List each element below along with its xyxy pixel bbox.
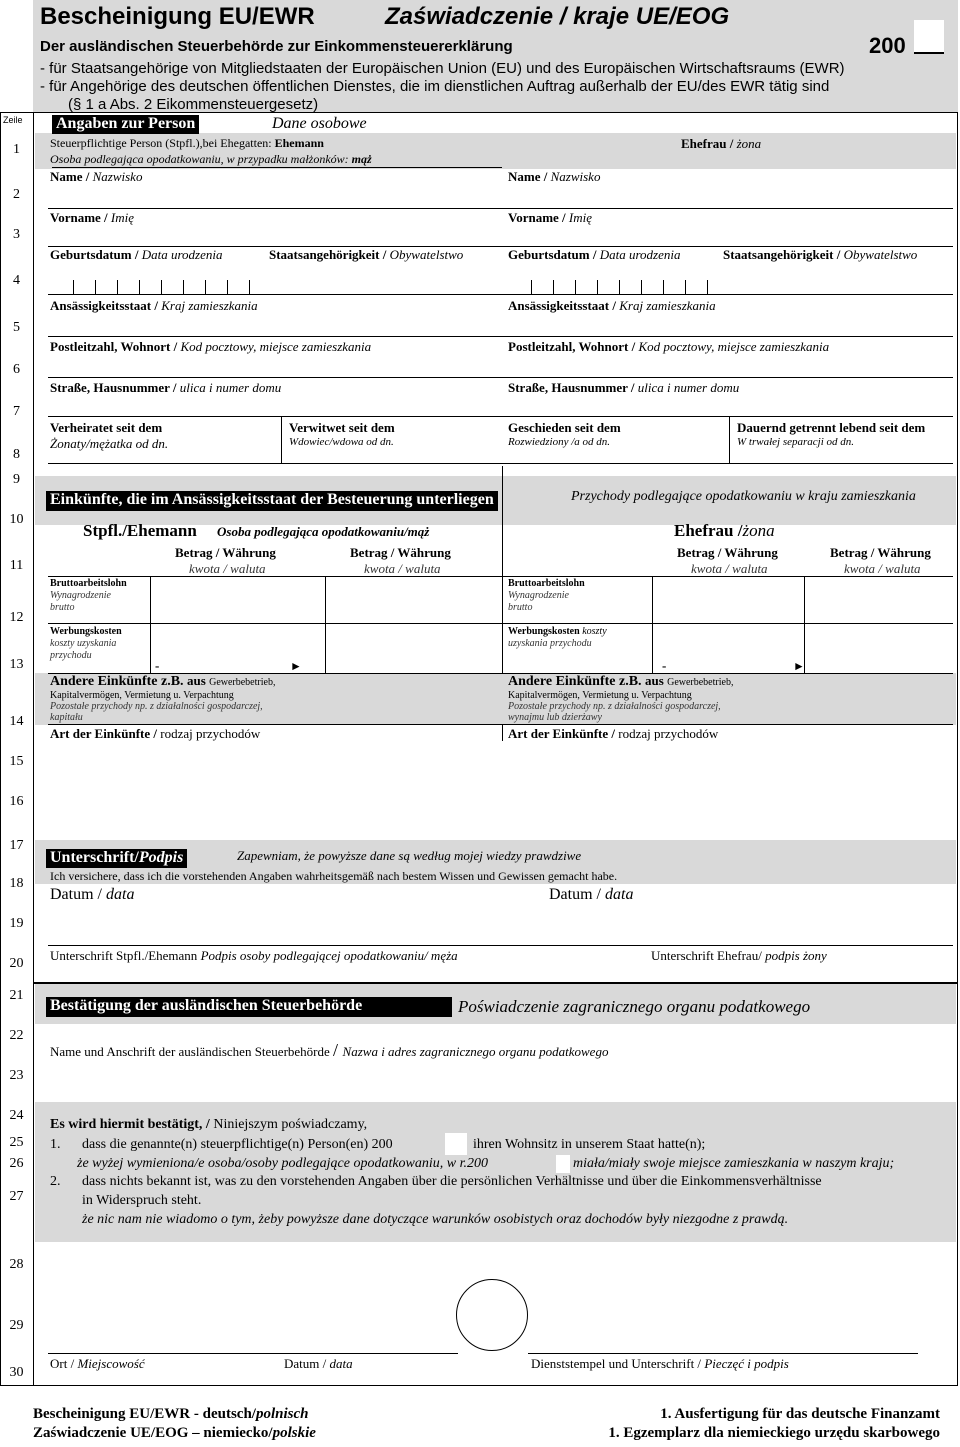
ans-pl: Kraj zamieszkania (619, 298, 716, 313)
income-stpfl-pl: Osoba podlegająca opodatkowaniu/mąż (217, 524, 430, 539)
income-section-title-pl: Przychody podlegające opodatkowaniu w kraju zamieszkania (571, 489, 916, 504)
ansaessigkeitsstaat-input-stpfl[interactable] (48, 314, 498, 334)
line-number: 9 (13, 472, 20, 487)
kwota-header: kwota / waluta (691, 561, 768, 576)
behoerde-label (50, 1040, 608, 1061)
confirm-p1-pl-b: miała/miały swoje miejsce zamieszkania w naszym kraju; (573, 1156, 895, 1171)
line-number: 27 (9, 1189, 24, 1204)
werbungskosten-waehrung-ehefrau[interactable] (808, 627, 951, 657)
datum-pl: data (106, 886, 135, 903)
confirm-intro (50, 1117, 367, 1133)
date-tick (205, 280, 206, 294)
arrow-right-icon: ► (290, 659, 302, 673)
confirm-intro-pl: Niniejszym poświadczamy, (213, 1117, 368, 1132)
werbungskosten-label-right (508, 626, 607, 637)
ans-label-right (508, 298, 716, 314)
line-number: 11 (9, 558, 24, 573)
brutto-betrag-stpfl[interactable] (154, 580, 322, 620)
row-divider (48, 336, 953, 337)
betrag-header: Betrag / Währung (677, 545, 778, 560)
brutto-label-pl1: Wynagrodzenie (50, 590, 111, 601)
line-number: 25 (9, 1135, 24, 1150)
betrag-header: Betrag / Währung (830, 545, 931, 560)
unter-ehefrau-pl: podpis żony (765, 948, 827, 963)
brutto-label-pl2: brutto (508, 602, 533, 613)
vorname-input-stpfl[interactable] (48, 226, 498, 244)
geb-pl: Data urodzenia (141, 247, 223, 262)
name-label-right (508, 169, 600, 185)
strasse-input-stpfl[interactable] (48, 396, 498, 414)
datum-de: Datum / (549, 886, 605, 903)
income-ehefrau (674, 521, 775, 541)
footer-left-1 (33, 1406, 308, 1423)
signature-stpfl-field[interactable] (48, 906, 498, 944)
name-pl: Nazwisko (92, 169, 143, 184)
str-label-right (508, 380, 739, 396)
andere-line2-right: Kapitalvermögen, Vermietung u. Verpachtung (508, 690, 692, 701)
line-number: 5 (13, 320, 20, 335)
zeile-label: Zeile (3, 115, 23, 125)
line-number: 16 (9, 794, 24, 809)
vorname-input-ehefrau[interactable] (506, 226, 951, 244)
confirm-p1-de-b: ihren Wohnsitz in unserem Staat hatte(n); (473, 1137, 706, 1152)
date-tick (663, 280, 664, 294)
confirm-p2-num: 2. (50, 1174, 61, 1189)
ansaessigkeitsstaat-input-ehefrau[interactable] (506, 314, 951, 334)
date-tick (575, 280, 576, 294)
name-input-stpfl[interactable] (48, 184, 498, 206)
ort-pl: Miejscowość (77, 1356, 145, 1371)
unter-stpfl-pl: Podpis osoby podlegającej opodatkowaniu/ męża (200, 948, 458, 963)
verheiratet-label: Verheiratet seit dem (50, 420, 163, 435)
confirm-p2-de-a: dass nichts bekannt ist, was zu den vorstehenden Angaben über die persönlichen Verhältnisse und über die Einkommensverhältnisse (82, 1174, 822, 1189)
datum-label-right (549, 886, 633, 904)
verwitwet-label-pl: Wdowiec/wdowa od dn. (289, 436, 394, 448)
line-number: 23 (9, 1068, 24, 1083)
werbungskosten-label-pl1: koszty uzyskania (50, 638, 117, 649)
geb-de: Geburtsdatum / (50, 247, 142, 262)
confirm-p1-num: 1. (50, 1137, 61, 1152)
line-number: 28 (9, 1257, 24, 1272)
date-tick (707, 280, 708, 294)
werbungskosten-betrag-stpfl[interactable] (154, 627, 322, 657)
str-pl: ulica i numer domu (179, 380, 282, 395)
plz-label-right (508, 339, 829, 355)
art-label-left (50, 726, 260, 742)
behoerde-input[interactable] (48, 1062, 951, 1102)
staat-pl: Obywatelstwo (389, 247, 464, 262)
vorname-de: Vorname / (50, 210, 111, 225)
date-tick (117, 280, 118, 294)
andere-aus: aus (645, 673, 668, 688)
row-divider (48, 463, 953, 464)
footer-right-2: 1. Egzemplarz dla niemieckiego urzędu skarbowego (608, 1425, 940, 1441)
andere-de: Andere Einkünfte z.B. (508, 674, 646, 689)
brutto-betrag-ehefrau[interactable] (656, 580, 801, 620)
stempel-line (528, 1353, 918, 1354)
art-einkuenfte-input-ehefrau[interactable] (506, 743, 951, 813)
subtitle: Der ausländischen Steuerbehörde zur Einkommensteuererklärung (40, 38, 513, 55)
stempel-label (531, 1356, 789, 1372)
andere-pl2-left: kapitału (50, 712, 83, 723)
stempel-de: Dienststempel und Unterschrift / (531, 1356, 705, 1371)
minus-sign: - (155, 658, 160, 673)
line-number: 18 (9, 876, 24, 891)
col-divider (150, 576, 151, 673)
art-de: Art der Einkünfte / (508, 726, 619, 741)
line-number: 21 (9, 988, 24, 1003)
brutto-waehrung-stpfl[interactable] (329, 580, 499, 620)
signature-title-pl: Podpis (138, 849, 184, 866)
staat-label-left (269, 247, 463, 263)
confirm-year-input[interactable] (445, 1133, 467, 1155)
row-divider (48, 416, 953, 417)
andere-aus: aus (187, 673, 210, 688)
line-number: 30 (9, 1365, 24, 1380)
vorname-pl: Imię (568, 210, 593, 225)
getrennt-label-pl: W trwałej separacji od dn. (737, 436, 855, 448)
plz-label-left (50, 339, 371, 355)
date-tick (139, 280, 140, 294)
unter-ehefrau-de: Unterschrift Ehefrau/ (651, 948, 766, 963)
betrag-header: Betrag / Währung (175, 545, 276, 560)
date-tick (73, 280, 74, 294)
vorname-label-right (508, 210, 592, 226)
line-number: 22 (9, 1028, 24, 1043)
datum-label-left (50, 886, 134, 904)
name-de: Name / (50, 169, 93, 184)
bullet-public-service: - für Angehörige des deutschen öffentlichen Dienstes, die im dienstlichen Auftrag außerhalb der EU/des EWR tätig sind (40, 78, 830, 95)
unterschrift-stpfl-label (50, 948, 458, 964)
line-number: 19 (9, 916, 24, 931)
stpfl-underline (52, 167, 502, 168)
year-prefix: 200 (869, 33, 906, 58)
vorname-label-left (50, 210, 134, 226)
col-divider (652, 576, 653, 673)
minus-sign: - (662, 658, 667, 673)
ehefrau-text: Ehefrau / (681, 136, 737, 151)
staatsangehoerigkeit-input-stpfl[interactable] (266, 264, 498, 294)
date-tick (95, 280, 96, 294)
stpfl-text: Steuerpflichtige Person (Stpfl.),bei Ehegatten: (50, 136, 275, 150)
wohnort-input-ehefrau[interactable] (506, 355, 951, 375)
werbungskosten-waehrung-stpfl[interactable] (329, 627, 499, 657)
stamp-circle (456, 1279, 528, 1351)
art-pl: rodzaj przychodów (618, 726, 719, 741)
art-einkuenfte-input-stpfl[interactable] (48, 743, 498, 813)
line-number: 6 (13, 362, 20, 377)
kwota-header: kwota / waluta (189, 561, 266, 576)
plz-de: Postleitzahl, Wohnort / (50, 339, 181, 354)
brutto-label-pl2: brutto (50, 602, 75, 613)
name-pl: Nazwisko (550, 169, 601, 184)
kwota-header: kwota / waluta (844, 561, 921, 576)
geb-label-left (50, 247, 223, 263)
line-number: 20 (9, 956, 24, 971)
confirm-year-input-pl[interactable] (556, 1155, 570, 1173)
date-tick (227, 280, 228, 294)
line-number: 12 (9, 610, 24, 625)
row-divider (48, 623, 953, 624)
ans-label-left (50, 298, 258, 314)
werb-right-pl1: koszty (582, 626, 607, 637)
geschieden-label: Geschieden seit dem (508, 420, 621, 435)
name-label-left (50, 169, 142, 185)
person-section-title-pl: Dane osobowe (272, 115, 367, 132)
kwota-header: kwota / waluta (364, 561, 441, 576)
stpfl-label (50, 136, 324, 151)
line-number: 7 (13, 404, 20, 419)
unterschrift-ehefrau-label (651, 948, 827, 964)
date-tick (249, 280, 250, 294)
staat-label-right (723, 247, 917, 263)
line-number: 13 (9, 657, 24, 672)
brutto-label: Bruttoarbeitslohn (50, 578, 127, 589)
strasse-input-ehefrau[interactable] (506, 396, 951, 414)
line-number: 10 (9, 512, 24, 527)
ans-pl: Kraj zamieszkania (161, 298, 258, 313)
row-divider (48, 208, 953, 209)
ans-de: Ansässigkeitsstaat / (508, 298, 620, 313)
art-label-right (508, 726, 718, 742)
plz-pl: Kod pocztowy, miejsce zamieszkania (180, 339, 372, 354)
plz-de: Postleitzahl, Wohnort / (508, 339, 639, 354)
date-tick (641, 280, 642, 294)
income-ehefrau-pl: żona (742, 521, 775, 540)
signature-pl-text: Zapewniam, że powyższe dane są według mojej wiedzy prawdziwe (237, 848, 582, 863)
andere-pl1-left: Pozostałe przychody np. z działalności gospodarczej, (50, 701, 263, 712)
brutto-label-pl1: Wynagrodzenie (508, 590, 569, 601)
andere-line2-left: Kapitalvermögen, Vermietung u. Verpachtung (50, 690, 234, 701)
staat-pl: Obywatelstwo (843, 247, 918, 262)
andere-small: Gewerbebetrieb, (667, 677, 734, 688)
line-number: 8 (13, 447, 20, 462)
date-tick (553, 280, 554, 294)
confirm-intro-de: Es wird hiermit bestätigt, / (50, 1117, 214, 1132)
col-divider (325, 576, 326, 673)
brutto-label: Bruttoarbeitslohn (508, 578, 585, 589)
bullet-eu: - für Staatsangehörige von Mitgliedstaaten der Europäischen Union (EU) und des Europäischen Wirtschaftsraums (EWR) (40, 60, 845, 77)
andere-pl1-right: Pozostałe przychody np. z działalności gospodarczej, (508, 701, 721, 712)
confirm-title: Bestätigung der ausländischen Steuerbehörde (46, 997, 452, 1017)
str-de: Straße, Hausnummer / (50, 380, 180, 395)
geb-label-right (508, 247, 681, 263)
signature-ehefrau-field[interactable] (548, 906, 951, 944)
line-number: 15 (9, 754, 24, 769)
confirm-p1-pl-a: że wyżej wymieniona/e osoba/osoby podlegające opodatkowaniu, w r.200 (77, 1156, 489, 1171)
werbungskosten-label-pl2: przychodu (50, 650, 92, 661)
footer-left-2-pl-i: polskie (272, 1425, 316, 1441)
line-number: 26 (9, 1156, 24, 1171)
verheiratet-label-pl: Żonaty/mężatka od dn. (50, 436, 169, 451)
line-number: 29 (9, 1318, 24, 1333)
andere-label-left (50, 673, 275, 690)
brutto-waehrung-ehefrau[interactable] (808, 580, 951, 620)
year-input[interactable] (914, 20, 944, 54)
date-tick (161, 280, 162, 294)
signature-title-de: Unterschrift/ (50, 849, 139, 866)
geb-pl: Data urodzenia (599, 247, 681, 262)
confirm-p1-de-a: dass die genannte(n) steuerpflichtige(n) Person(en) 200 (82, 1137, 393, 1152)
geburtsdatum-input-ehefrau[interactable] (506, 264, 718, 294)
vorname-de: Vorname / (508, 210, 569, 225)
line-number: 2 (13, 187, 20, 202)
geb-de: Geburtsdatum / (508, 247, 600, 262)
andere-label-right (508, 673, 733, 690)
signature-de-text: Ich versichere, dass ich die vorstehenden Angaben wahrheitsgemäß nach bestem Wissen und Gewissen gemacht habe. (50, 869, 618, 883)
stpfl-label-pl (50, 152, 372, 167)
footer-left-1-pl: polnisch (255, 1406, 309, 1422)
staatsangehoerigkeit-input-ehefrau[interactable] (721, 264, 951, 294)
plz-pl: Kod pocztowy, miejsce zamieszkania (638, 339, 830, 354)
werbungskosten-betrag-ehefrau[interactable] (656, 627, 801, 657)
geschieden-label-pl: Rozwiedziony /a od dn. (508, 436, 611, 448)
werbungskosten-label-right-pl: uzyskania przychodu (508, 638, 592, 649)
ort-de: Ort / (50, 1356, 78, 1371)
income-section-title: Einkünfte, die im Ansässigkeitsstaat der Besteuerung unterliegen (46, 491, 498, 511)
datum-confirm-de: Datum / (284, 1356, 330, 1371)
getrennt-label: Dauernd getrennt lebend seit dem (737, 420, 926, 435)
datum-de: Datum / (50, 886, 106, 903)
income-stpfl: Stpfl./Ehemann (83, 521, 197, 540)
signature-title (46, 849, 187, 868)
behoerde-sep: / (333, 1040, 343, 1060)
str-pl: ulica i numer domu (637, 380, 740, 395)
arrow-right-icon: ► (793, 659, 805, 673)
row-divider (48, 576, 953, 577)
footer-left-2-pl: Zaświadczenie UE/EOG – niemiecko/ (33, 1425, 273, 1441)
wohnort-input-stpfl[interactable] (48, 355, 498, 375)
ort-datum-line (48, 1353, 458, 1354)
signature-line (48, 945, 953, 946)
col-divider (281, 417, 282, 463)
ans-de: Ansässigkeitsstaat / (50, 298, 162, 313)
row-divider (48, 724, 953, 725)
behoerde-pl: Nazwa i adres zagranicznego organu podatkowego (342, 1044, 609, 1059)
werb-right-de: Werbungskosten (508, 626, 583, 637)
row-divider (48, 294, 953, 295)
row-divider (48, 377, 953, 378)
verwitwet-label: Verwitwet seit dem (289, 420, 395, 435)
datum-confirm-label (284, 1356, 353, 1372)
date-tick (597, 280, 598, 294)
line-number: 17 (9, 838, 24, 853)
title-pl: Zaświadczenie / kraje UE/EOG (385, 3, 730, 30)
stempel-pl: Pieczęć i podpis (704, 1356, 789, 1371)
footer-left-1-de: Bescheinigung EU/EWR - deutsch/ (33, 1406, 256, 1422)
datum-pl: data (605, 886, 634, 903)
name-input-ehefrau[interactable] (506, 184, 951, 206)
behoerde-de: Name und Anschrift der ausländischen Steuerbehörde (50, 1044, 334, 1059)
income-ehefrau-de: Ehefrau / (674, 521, 743, 540)
bullet-law-ref: (§ 1 a Abs. 2 Eikommensteuergesetz) (68, 96, 319, 113)
col-divider (729, 417, 730, 463)
title-de: Bescheinigung EU/EWR (40, 3, 315, 30)
name-de: Name / (508, 169, 551, 184)
line-number: 4 (13, 273, 20, 288)
footer-left-2 (33, 1425, 316, 1442)
line-number: 14 (9, 714, 24, 729)
footer-right-1: 1. Ausfertigung für das deutsche Finanzamt (660, 1406, 940, 1422)
date-tick (685, 280, 686, 294)
betrag-header: Betrag / Währung (350, 545, 451, 560)
staat-de: Staatsangehörigkeit / (723, 247, 844, 262)
confirm-p2-pl: że nic nam nie wiadomo o tym, żeby powyższe dane dotyczące warunków osobistych oraz dochodów były niezgodne z prawdą. (82, 1212, 789, 1227)
str-label-left (50, 380, 281, 396)
andere-pl2-right: wynajmu lub dzierżawy (508, 712, 602, 723)
ort-label (50, 1356, 145, 1372)
stpfl-ehemann: Ehemann (274, 136, 324, 150)
werbungskosten-label: Werbungskosten (50, 626, 122, 637)
unter-stpfl-de: Unterschrift Stpfl./Ehemann (50, 948, 201, 963)
staat-de: Staatsangehörigkeit / (269, 247, 390, 262)
stpfl-pl-maz: mąż (351, 152, 372, 166)
datum-confirm-pl: data (329, 1356, 353, 1371)
geburtsdatum-input-stpfl[interactable] (48, 264, 260, 294)
date-tick (183, 280, 184, 294)
andere-de: Andere Einkünfte z.B. (50, 674, 188, 689)
confirm-p2-de-b: in Widerspruch steht. (82, 1193, 202, 1208)
line-number: 24 (9, 1108, 24, 1123)
andere-small: Gewerbebetrieb, (209, 677, 276, 688)
date-tick (619, 280, 620, 294)
date-tick (531, 280, 532, 294)
art-de: Art der Einkünfte / (50, 726, 161, 741)
line-number: 1 (13, 142, 20, 157)
vorname-pl: Imię (110, 210, 135, 225)
person-section-title: Angaben zur Person (52, 115, 199, 134)
stpfl-pl-text: Osoba podlegająca opodatkowaniu, w przypadku małżonków: (50, 152, 352, 166)
ehefrau-pl: żona (736, 136, 762, 151)
ehefrau-label (681, 136, 761, 152)
art-pl: rodzaj przychodów (160, 726, 261, 741)
str-de: Straße, Hausnummer / (508, 380, 638, 395)
line-number: 3 (13, 227, 20, 242)
confirm-title-pl: Poświadczenie zagranicznego organu podatkowego (458, 997, 811, 1016)
